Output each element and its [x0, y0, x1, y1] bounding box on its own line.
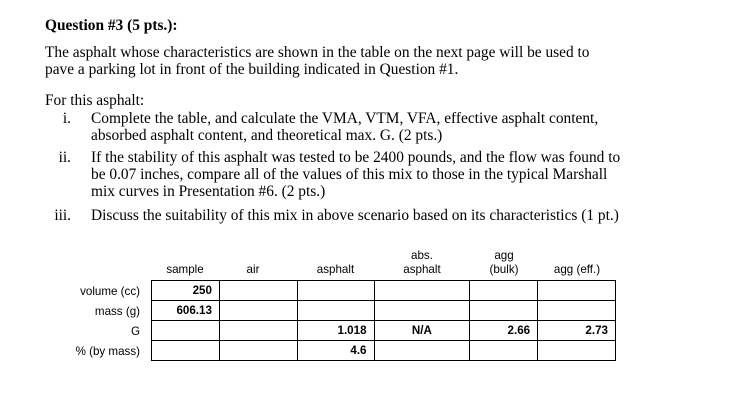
cell-volume-agg-eff [538, 281, 616, 301]
cell-volume-air [219, 281, 297, 301]
table-row [152, 341, 616, 361]
header-agg-bulk-line2: (bulk) [489, 263, 519, 276]
cell-mass-asphalt [297, 301, 374, 321]
table-row [152, 321, 616, 341]
header-air: air [246, 263, 260, 276]
cell-g-sample [152, 321, 220, 341]
cell-percent-sample [152, 341, 220, 361]
cell-volume-asphalt [297, 281, 374, 301]
list-item-line: Discuss the suitability of this mix in above scenario based on its characteristics (1 pt.) [91, 207, 619, 224]
header-sample: sample [166, 263, 204, 276]
header-agg-bulk-line1: agg [494, 249, 514, 262]
header-agg-bulk [470, 249, 538, 277]
cell-mass-agg-bulk [470, 301, 538, 321]
cell-g-asphalt: 1.018 [297, 321, 374, 341]
cell-mass-sample: 606.13 [152, 301, 220, 321]
list-item-line: Complete the table, and calculate the VMA, VTM, VFA, effective asphalt content, [91, 110, 599, 127]
cell-mass-agg-eff [538, 301, 616, 321]
list-item-line: absorbed asphalt content, and theoretical max. G. (2 pts.) [91, 127, 443, 145]
table-row [152, 301, 616, 321]
question-title: Question #3 (5 pts.): [45, 17, 178, 34]
cell-g-agg-eff: 2.73 [538, 321, 616, 341]
row-label-volume: volume (cc) [80, 285, 140, 298]
header-abs-asphalt [374, 249, 470, 277]
cell-volume-abs-asphalt [374, 281, 470, 301]
cell-volume-sample: 250 [152, 281, 220, 301]
list-item-text [91, 207, 691, 224]
cell-g-air [219, 321, 297, 341]
cell-percent-agg-eff [538, 341, 616, 361]
cell-percent-asphalt: 4.6 [297, 341, 374, 361]
list-item-number: i. [62, 110, 71, 127]
list-item-line: be 0.07 inches, compare all of the values of this mix to those in the typical Marshall [91, 166, 608, 184]
paragraph-line-2: pave a parking lot in front of the building indicated in Question #1. [45, 61, 459, 79]
list-item-line: If the stability of this asphalt was tested to be 2400 pounds, and the flow was found to [91, 149, 621, 166]
table-row [152, 281, 616, 301]
cell-mass-abs-asphalt [374, 301, 470, 321]
row-label-g: G [130, 325, 140, 338]
list-item-line: mix curves in Presentation #6. (2 pts.) [91, 183, 326, 201]
question-paragraph [45, 44, 705, 78]
list-item-number: iii. [54, 207, 71, 224]
row-label-mass: mass (g) [94, 305, 140, 318]
cell-g-agg-bulk: 2.66 [470, 321, 538, 341]
cell-g-abs-asphalt: N/A [374, 321, 470, 341]
list-item-number: ii. [58, 149, 71, 166]
cell-volume-agg-bulk [470, 281, 538, 301]
intro-text: For this asphalt: [45, 92, 145, 109]
header-abs-asphalt-line2: asphalt [403, 263, 441, 276]
row-label-percent: % (by mass) [75, 345, 140, 358]
cell-percent-air [219, 341, 297, 361]
header-agg-eff: agg (eff.) [553, 263, 601, 276]
cell-percent-abs-asphalt [374, 341, 470, 361]
cell-percent-agg-bulk [470, 341, 538, 361]
paragraph-line-1: The asphalt whose characteristics are shown in the table on the next page will be used to [45, 44, 590, 61]
header-abs-asphalt-line1: abs. [411, 249, 433, 262]
list-item-text [91, 110, 691, 144]
list-item-text [91, 149, 691, 201]
header-asphalt: asphalt [316, 263, 355, 276]
cell-mass-air [219, 301, 297, 321]
data-grid [151, 280, 616, 361]
